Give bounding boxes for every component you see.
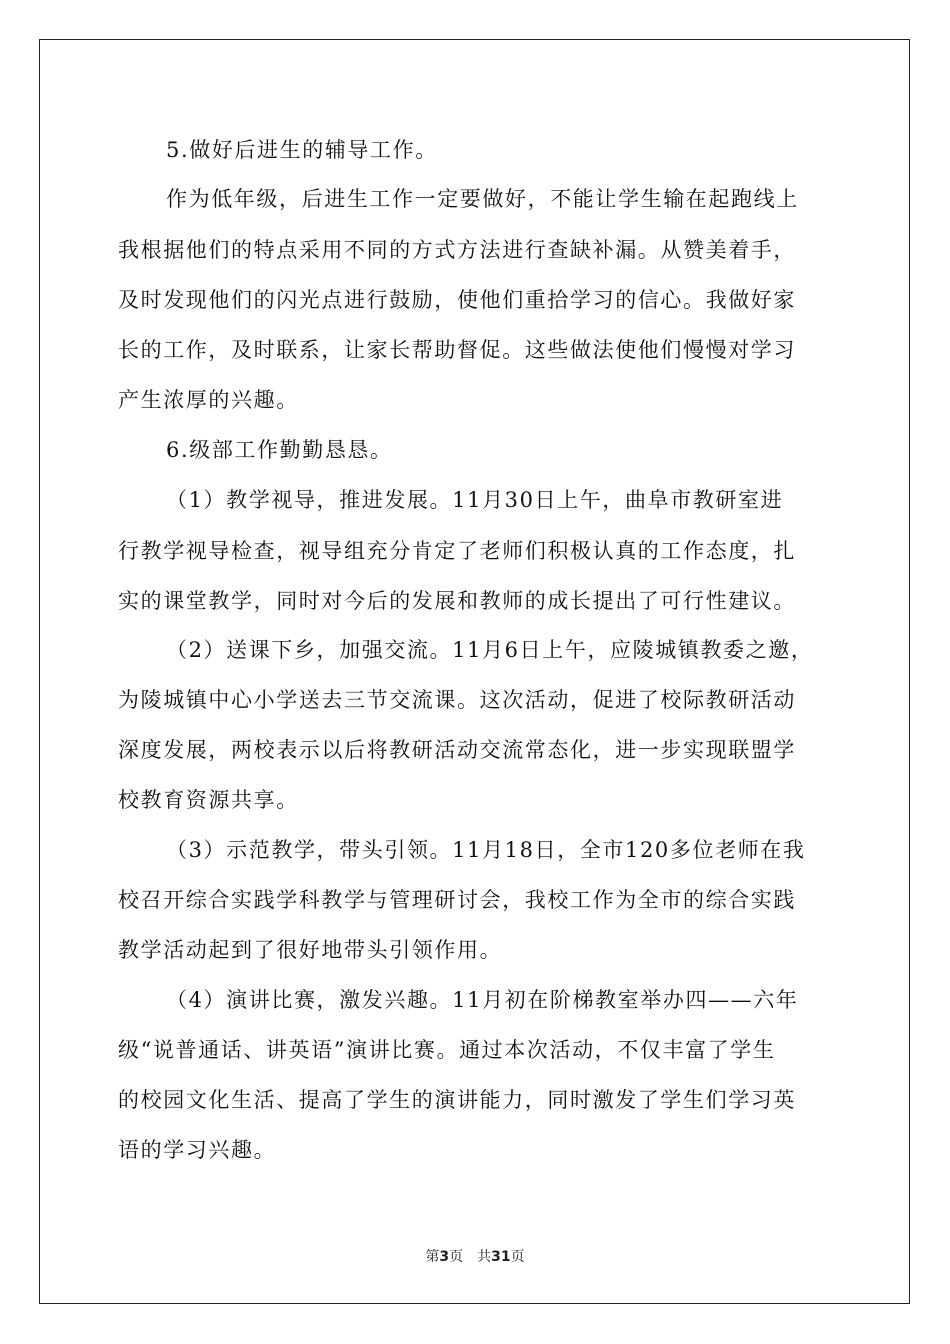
paragraph-line: 行教学视导检查，视导组充分肯定了老师们积极认真的工作态度，扎 (118, 539, 796, 563)
page-border (39, 39, 910, 1304)
paragraph-line: 校召开综合实践学科教学与管理研讨会，我校工作为全市的综合实践 (118, 888, 796, 912)
footer-page-prefix: 第 (425, 1249, 440, 1265)
footer-page-suffix: 页 (449, 1249, 464, 1265)
footer-total-number: 31 (491, 1249, 511, 1265)
paragraph-line: 教学活动起到了很好地带头引领作用。 (118, 938, 503, 962)
paragraph-line: 长的工作，及时联系，让家长帮助督促。这些做法使他们慢慢对学习 (118, 338, 796, 362)
footer-total-suffix: 页 (510, 1249, 525, 1265)
paragraph-line: 语的学习兴趣。 (118, 1138, 277, 1162)
paragraph-line: 及时发现他们的闪光点进行鼓励，使他们重拾学习的信心。我做好家 (118, 288, 796, 312)
footer-total-prefix: 共 (477, 1249, 492, 1265)
heading-5: 5.做好后进生的辅导工作。 (166, 138, 438, 162)
paragraph-line: 作为低年级，后进生工作一定要做好，不能让学生输在起跑线上 (166, 187, 799, 211)
paragraph-line: 实的课堂教学，同时对今后的发展和教师的成长提出了可行性建议。 (118, 589, 796, 613)
paragraph-line: （2）送课下乡，加强交流。11月6日上午，应陵城镇教委之邀， (166, 638, 814, 662)
footer-page-number: 3 (439, 1249, 450, 1265)
paragraph-line: 校教育资源共享。 (118, 788, 299, 812)
heading-6: 6.级部工作勤勤恳恳。 (166, 438, 393, 462)
paragraph-line: （1）教学视导，推进发展。11月30日上午，曲阜市教研室进 (166, 488, 784, 512)
paragraph-line: 产生浓厚的兴趣。 (118, 388, 299, 412)
paragraph-line: 为陵城镇中心小学送去三节交流课。这次活动，促进了校际教研活动 (118, 688, 796, 712)
paragraph-line: （3）示范教学，带头引领。11月18日，全市120多位老师在我 (166, 838, 806, 862)
paragraph-line: 级“说普通话、讲英语”演讲比赛。通过本次活动，不仅丰富了学生 (118, 1038, 776, 1062)
page-footer (0, 1246, 950, 1266)
paragraph-line: （4）演讲比赛，激发兴趣。11月初在阶梯教室举办四——六年 (166, 988, 799, 1012)
paragraph-line: 深度发展，两校表示以后将教研活动交流常态化，进一步实现联盟学 (118, 738, 796, 762)
paragraph-line: 的校园文化生活、提高了学生的演讲能力，同时激发了学生们学习英 (118, 1088, 796, 1112)
paragraph-line: 我根据他们的特点采用不同的方式方法进行查缺补漏。从赞美着手， (118, 238, 796, 262)
